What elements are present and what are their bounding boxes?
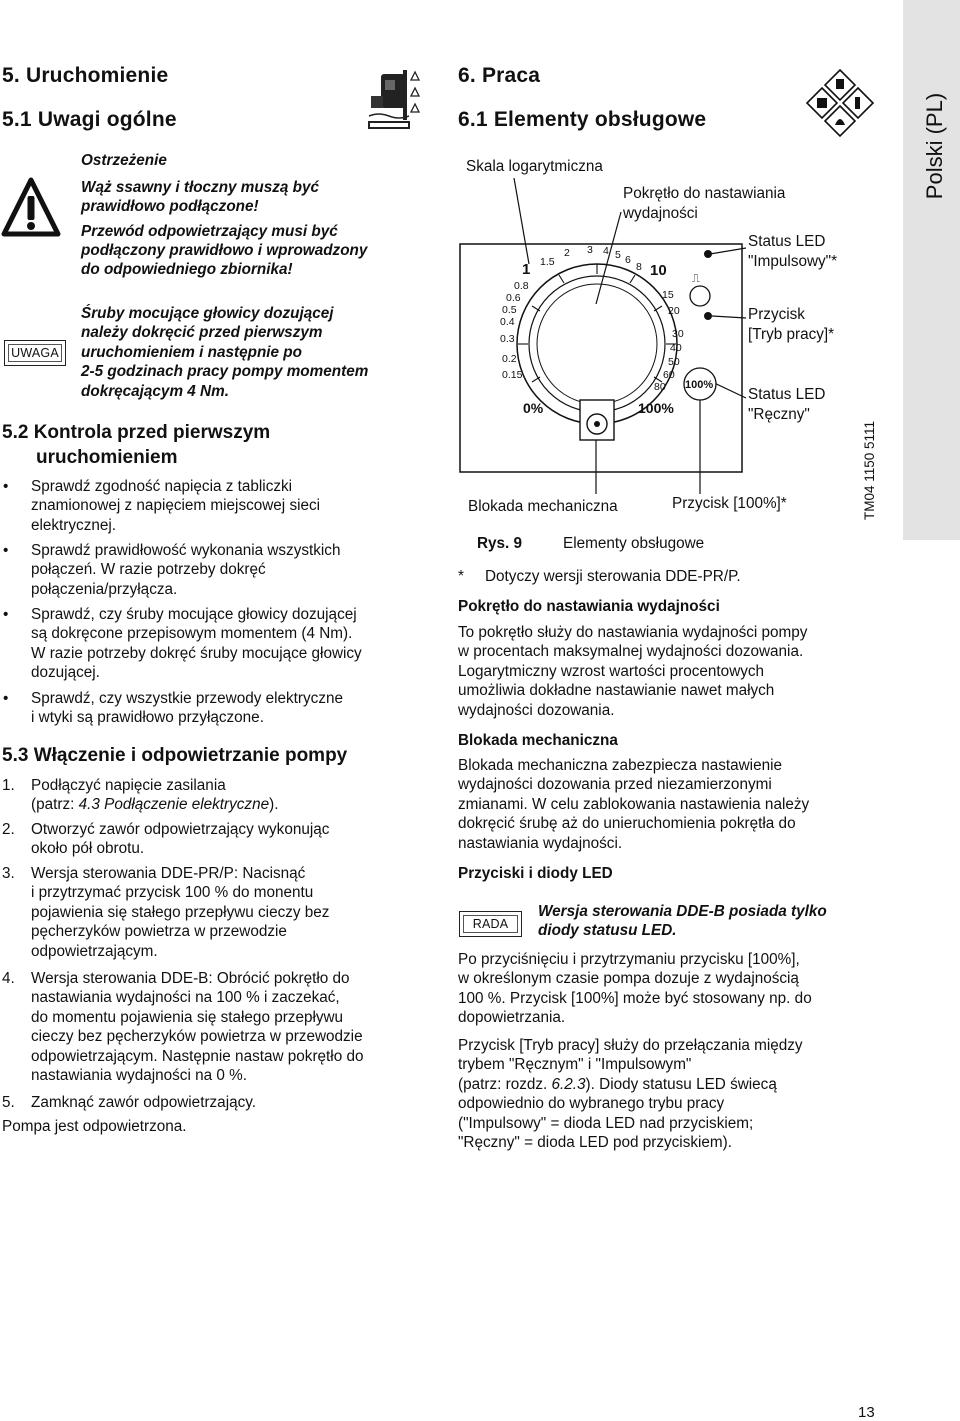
label-led-impulse: "Impulsowy"* bbox=[748, 253, 838, 270]
label-100-button: Przycisk [100%]* bbox=[672, 495, 787, 512]
caution-line: należy dokręcić przed pierwszym bbox=[81, 324, 323, 341]
footnote: Dotyczy wersji sterowania DDE-PR/P. bbox=[485, 568, 741, 585]
label-mode-button: [Tryb pracy]* bbox=[748, 326, 835, 343]
svg-text:40: 40 bbox=[670, 342, 682, 354]
section-5-1-title: 5.1 Uwagi ogólne bbox=[2, 108, 177, 131]
step-item: 1. Podłączyć napięcie zasilania (patrz: 4.3 Podłączenie elektryczne). bbox=[2, 777, 279, 814]
label-led-manual: "Ręczny" bbox=[748, 406, 810, 423]
svg-text:0.15: 0.15 bbox=[502, 369, 523, 381]
tip-line: Wersja sterowania DDE-B posiada tylko bbox=[538, 903, 827, 920]
step-item: 2. Otworzyć zawór odpowietrzający wykonując około pół obrotu. bbox=[2, 821, 330, 858]
label-scale: Skala logarytmiczna bbox=[466, 158, 603, 175]
controls-figure bbox=[456, 150, 877, 530]
section-5-3-title: 5.3 Włączenie i odpowietrzanie pompy bbox=[2, 745, 348, 766]
check-item: • Sprawdź zgodność napięcia z tabliczki znamionowej z napięciem miejscowej sieci elektrycznej. bbox=[2, 477, 320, 535]
svg-text:100%: 100% bbox=[685, 379, 714, 391]
figure-caption-text: Elementy obsługowe bbox=[563, 535, 705, 552]
caution-line: uruchomieniem i następnie po bbox=[81, 344, 302, 361]
svg-text:80: 80 bbox=[654, 381, 666, 393]
figure-caption-number: Rys. 9 bbox=[477, 535, 523, 552]
step-item: 3. Wersja sterowania DDE-PR/P: Nacisnąć i przytrzymać przycisk 100 % do monentu pojawienia się stałego przepływu cieczy bez pęcherzyków powietrza w przewodzie odpowietrzającym. bbox=[2, 865, 330, 960]
label-knob: wydajności bbox=[623, 205, 698, 222]
svg-text:60: 60 bbox=[663, 369, 675, 381]
warning-line: Przewód odpowietrzający musi być bbox=[81, 223, 338, 240]
caution-line: Śruby mocujące głowicy dozującej bbox=[81, 305, 334, 322]
svg-text:15: 15 bbox=[662, 289, 674, 301]
svg-text:10: 10 bbox=[650, 262, 667, 279]
step-item: 5. Zamknąć zawór odpowietrzający. bbox=[2, 1094, 257, 1111]
operation-icons bbox=[805, 68, 875, 140]
warning-title: Ostrzeżenie bbox=[81, 152, 167, 169]
mode-button[interactable] bbox=[690, 286, 710, 306]
svg-text:4: 4 bbox=[603, 245, 609, 257]
svg-text:50: 50 bbox=[668, 356, 680, 368]
warning-line: do odpowiedniego zbiornika! bbox=[81, 261, 293, 278]
svg-text:2: 2 bbox=[564, 247, 570, 259]
lock-text: Blokada mechaniczna zabezpiecza nastawienie wydajności dozowania przed niezamierzonymi zmianami. W celu zablokowania nastawienia należy dokręcić śrubę aż do unieruchomienia pokrętła do nastawiania wydajności. bbox=[458, 757, 810, 852]
manual-led bbox=[704, 312, 712, 320]
label-lock: Blokada mechaniczna bbox=[468, 498, 618, 515]
warning-triangle-icon bbox=[1, 176, 61, 238]
tip-line: diody statusu LED. bbox=[538, 922, 677, 939]
svg-text:100%: 100% bbox=[638, 400, 674, 416]
svg-text:3: 3 bbox=[587, 244, 593, 256]
svg-text:0.3: 0.3 bbox=[500, 333, 515, 345]
svg-text:0.6: 0.6 bbox=[506, 292, 521, 304]
buttons-text-2: Przycisk [Tryb pracy] służy do przełączania między trybem "Ręcznym" i "Impulsowym" (patrz: rozdz. 6.2.3). Diody statusu LED świecą odpowiednio do wybranego trybu pracy ("Impulsowy" = dioda LED nad przyciskiem; "Ręczny" = dioda LED pod przyciskiem). bbox=[458, 1037, 803, 1152]
svg-text:0.8: 0.8 bbox=[514, 280, 529, 292]
section-5-2-title: 5.2 Kontrola przed pierwszym bbox=[2, 422, 271, 443]
label-mode-button: Przycisk bbox=[748, 306, 805, 323]
svg-text:0.4: 0.4 bbox=[500, 316, 515, 328]
knob-title: Pokrętło do nastawiania wydajności bbox=[458, 598, 720, 615]
warning-line: Wąż ssawny i tłoczny muszą być bbox=[81, 179, 320, 196]
svg-text:0%: 0% bbox=[523, 400, 544, 416]
svg-text:8: 8 bbox=[636, 261, 642, 273]
caution-line: dokręcającym 4 Nm. bbox=[81, 383, 229, 400]
language-tab bbox=[903, 0, 960, 540]
buttons-text-1: Po przyciśnięciu i przytrzymaniu przycisku [100%], w określonym czasie pompa dozuje z wydajnością 100 %. Przycisk [100%] może być stosowany np. do dopowietrzania. bbox=[458, 951, 812, 1027]
pump-icon bbox=[365, 66, 427, 132]
svg-text:0.5: 0.5 bbox=[502, 304, 517, 316]
label-led-impulse: Status LED bbox=[748, 233, 826, 250]
final-note: Pompa jest odpowietrzona. bbox=[2, 1118, 187, 1135]
step-item: 4. Wersja sterowania DDE-B: Obrócić pokrętło do nastawiania wydajności na 100 % i zaczekać, do momentu pojawienia się stałego przepływu cieczy bez pęcherzyków powietrza w przewodzie odpowietrzającym. Następnie nastaw pokrętło do nastawiania wydajności na 0 %. bbox=[2, 970, 364, 1085]
tip-label: RADA bbox=[459, 911, 522, 937]
section-6-title: 6. Praca bbox=[458, 64, 541, 87]
section-5-2-title-cont: uruchomieniem bbox=[36, 447, 178, 468]
figure-code: TM04 1150 5111 bbox=[862, 420, 877, 520]
section-6-1-title: 6.1 Elementy obsługowe bbox=[458, 108, 707, 131]
svg-text:30: 30 bbox=[672, 328, 684, 340]
svg-text:6: 6 bbox=[625, 254, 631, 266]
check-item: • Sprawdź prawidłowość wykonania wszystkich połączeń. W razie potrzeby dokręć połączenia/przyłącza. bbox=[2, 541, 340, 599]
label-knob: Pokrętło do nastawiania bbox=[623, 185, 786, 202]
page-number: 13 bbox=[858, 1404, 875, 1421]
warning-line: podłączony prawidłowo i wprowadzony bbox=[81, 242, 368, 259]
knob-text: To pokrętło służy do nastawiania wydajności pompy w procentach maksymalnej wydajności dozowania. Logarytmiczny wzrost wartości procentowych umożliwia dokładne nastawianie nawet małych wydajności dozowania. bbox=[458, 624, 808, 719]
language-tab-label: Polski (PL) bbox=[922, 92, 947, 200]
buttons-title: Przyciski i diody LED bbox=[458, 865, 613, 882]
check-item: • Sprawdź, czy śruby mocujące głowicy dozującej są dokręcone przepisowym momentem (4 Nm). W razie potrzeby dokręć śruby mocujące głowicy dozującej. bbox=[2, 605, 362, 683]
caution-label: UWAGA bbox=[4, 340, 66, 366]
svg-text:1: 1 bbox=[522, 261, 531, 278]
section-5-title: 5. Uruchomienie bbox=[2, 64, 169, 87]
lock-title: Blokada mechaniczna bbox=[458, 732, 618, 749]
check-item: • Sprawdź, czy wszystkie przewody elektryczne i wtyki są prawidłowo przyłączone. bbox=[2, 689, 343, 728]
caution-line: 2-5 godzinach pracy pompy momentem bbox=[81, 363, 369, 380]
warning-line: prawidłowo podłączone! bbox=[81, 198, 259, 215]
label-led-manual: Status LED bbox=[748, 386, 826, 403]
svg-text:5: 5 bbox=[615, 249, 621, 261]
svg-text:0.2: 0.2 bbox=[502, 353, 517, 365]
footnote-star: * bbox=[458, 568, 464, 585]
svg-text:1.5: 1.5 bbox=[540, 256, 555, 268]
svg-text:⎍: ⎍ bbox=[692, 273, 700, 285]
svg-text:20: 20 bbox=[668, 305, 680, 317]
impulse-led bbox=[704, 250, 712, 258]
